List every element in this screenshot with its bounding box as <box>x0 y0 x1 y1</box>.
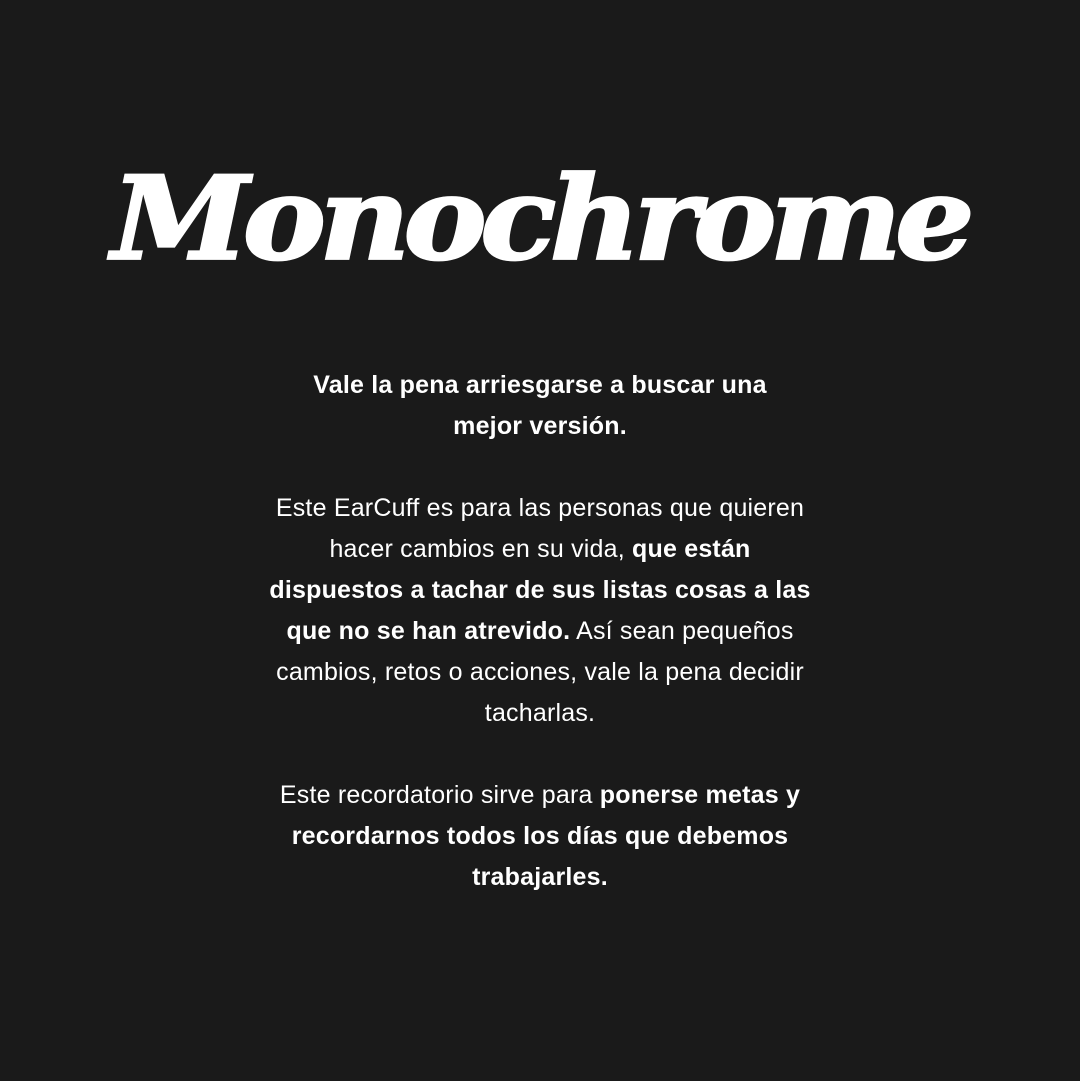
brand-title: Monochrome <box>111 152 969 287</box>
paragraph-earcuff-intro: Este EarCuff es para las personas que quieren hacer cambios en su vida, <box>275 494 805 563</box>
lead-sentence: Vale la pena arriesgarse a buscar una mejor versión. <box>313 371 767 440</box>
paragraph-earcuff-outro: Así sean pequeños cambios, retos o acciones, vale la pena decidir tacharlas. <box>276 617 804 727</box>
paragraph-reminder <box>270 775 810 898</box>
paragraph-reminder-intro: Este recordatorio sirve para <box>279 781 600 809</box>
paragraph-earcuff-emphasis: que están dispuestos a tachar de sus listas cosas a las que no se han atrevido. <box>269 535 811 645</box>
description-text <box>240 365 840 939</box>
paragraph-earcuff <box>260 488 820 734</box>
paragraph-reminder-emphasis: ponerse metas y recordarnos todos los días que debemos trabajarles. <box>291 781 801 891</box>
